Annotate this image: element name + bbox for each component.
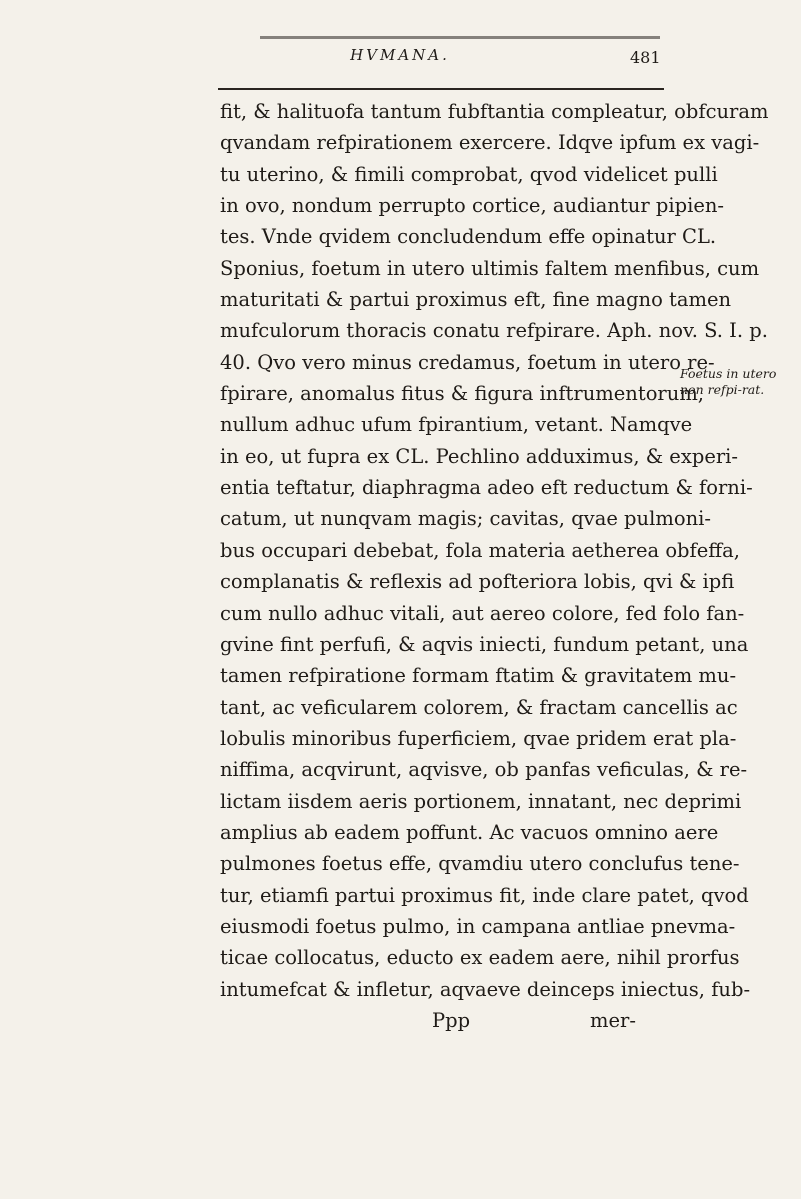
text-line: tamen refpiratione formam ftatim & gravitatem mu-: [220, 664, 737, 688]
text-line: intumefcat & infletur, aqvaeve deinceps iniectus, fub-: [220, 977, 751, 1001]
text-line: entia teftatur, diaphragma adeo eft reductum & forni-: [220, 476, 753, 500]
text-line: tes. Vnde qvidem concludendum effe opinatur CL.: [220, 225, 717, 249]
text-line: complanatis & reflexis ad pofteriora lobis, qvi & ipfi: [220, 570, 735, 594]
running-head: HVMANA.: [350, 46, 450, 64]
text-line: mufculorum thoracis conatu refpirare. Aph. nov. S. I. p.: [220, 319, 768, 343]
text-line: catum, ut nunqvam magis; cavitas, qvae pulmoni-: [220, 507, 711, 531]
text-line: 40. Qvo vero minus credamus, foetum in utero re-: [220, 350, 715, 374]
text-line: tant, ac veficularem colorem, & fractam cancellis ac: [220, 695, 738, 719]
text-line: eiusmodi foetus pulmo, in campana antliae pnevma-: [220, 914, 736, 938]
text-line: pulmones foetus effe, qvamdiu utero conclufus tene-: [220, 852, 740, 876]
signature-line: [220, 1005, 670, 1036]
text-line: amplius ab eadem poffunt. Ac vacuos omnino aere: [220, 820, 719, 844]
text-line: cum nullo adhuc vitali, aut aereo colore, fed folo fan-: [220, 601, 745, 625]
signature-mark: Ppp: [432, 1008, 471, 1032]
header-rule: [218, 88, 664, 90]
text-line: lobulis minoribus fuperficiem, qvae pridem erat pla-: [220, 726, 737, 750]
text-line: gvine fint perfufi, & aqvis iniecti, fundum petant, una: [220, 632, 749, 656]
page-number: 481: [630, 48, 661, 67]
page-top-edge: [260, 36, 660, 39]
text-line: in ovo, nondum perrupto cortice, audiantur pipien-: [220, 194, 725, 218]
catchword: mer-: [590, 1008, 636, 1032]
text-line: bus occupari debebat, fola materia aetherea obfeffa,: [220, 538, 740, 562]
text-line: maturitati & partui proximus eft, fine magno tamen: [220, 288, 732, 312]
text-line: qvandam refpirationem exercere. Idqve ipfum ex vagi-: [220, 131, 760, 155]
text-line: niffima, acqvirunt, aqvisve, ob panfas veficulas, & re-: [220, 758, 748, 782]
text-line: tu uterino, & fimili comprobat, qvod videlicet pulli: [220, 162, 718, 186]
text-line: ticae collocatus, educto ex eadem aere, nihil prorfus: [220, 946, 740, 970]
text-line: Sponius, foetum in utero ultimis faltem menfibus, cum: [220, 256, 760, 280]
text-line: fpirare, anomalus fitus & figura inftrumentorum,: [220, 382, 705, 406]
text-line: nullum adhuc ufum fpirantium, vetant. Namqve: [220, 413, 693, 437]
text-line: fit, & halituofa tantum fubftantia compleatur, obfcuram: [220, 100, 769, 123]
text-line: lictam iisdem aeris portionem, innatant, nec deprimi: [220, 789, 742, 813]
marginal-note: Foetus in utero non refpi-rat.: [680, 366, 777, 397]
text-line: tur, etiamfi partui proximus fit, inde clare patet, qvod: [220, 883, 749, 907]
text-line: in eo, ut fupra ex CL. Pechlino adduximus, & experi-: [220, 444, 739, 468]
